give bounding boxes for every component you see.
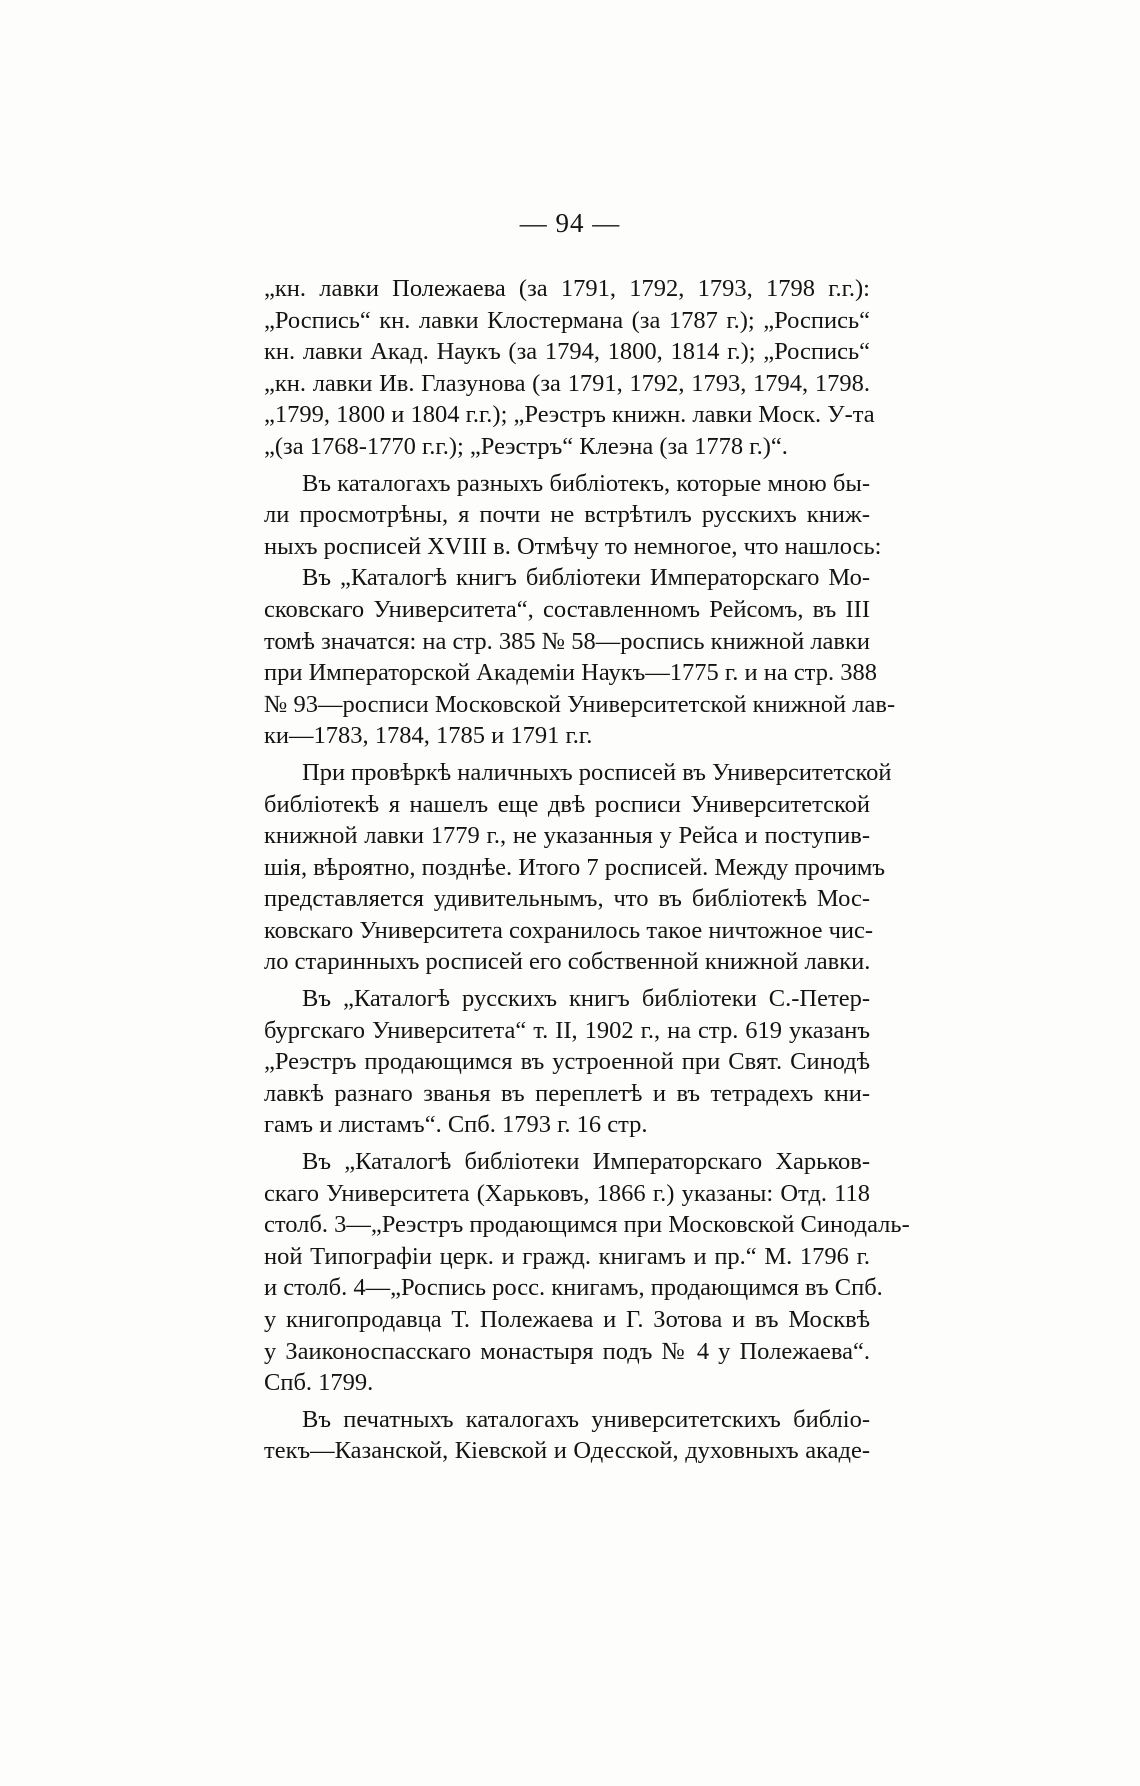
text-line: „кн. лавки Полежаева (за 1791, 1792, 1793, 1798 г.г.):: [264, 275, 870, 302]
text-line: При провѣркѣ наличныхъ росписей въ Университетской: [302, 758, 892, 786]
text-line: шія, вѣроятно, позднѣе. Итого 7 росписей. Между прочимъ: [264, 853, 886, 881]
page-number: — 94 —: [519, 208, 621, 238]
text-line: „Роспись“ кн. лавки Клостермана (за 1787 г.); „Роспись“: [264, 306, 870, 334]
text-line: и столб. 4—„Роспись росс. книгамъ, продающимся въ Спб.: [264, 1274, 883, 1302]
paragraph: [264, 1404, 870, 1467]
paragraph: [264, 468, 882, 563]
text-line: библіотекѣ я нашелъ еще двѣ росписи Университетской: [264, 790, 870, 818]
paragraph: [264, 983, 870, 1141]
text-line: у книгопродавца Т. Полежаева и Г. Зотова и въ Москвѣ: [264, 1306, 870, 1333]
text-line: сковскаго Университета“, составленномъ Рейсомъ, въ III: [264, 595, 870, 623]
text-line: ли просмотрѣны, я почти не встрѣтилъ русскихъ книж-: [264, 501, 870, 529]
text-line: бургскаго Университета“ т. II, 1902 г., на стр. 619 указанъ: [264, 1016, 870, 1044]
text-line: скаго Университета (Харьковъ, 1866 г.) указаны: Отд. 118: [264, 1179, 870, 1207]
text-line: текъ—Казанской, Кіевской и Одесской, духовныхъ акаде-: [264, 1437, 870, 1465]
text-line: ковскаго Университета сохранилось такое ничтожное чис-: [264, 916, 874, 944]
text-line: „кн. лавки Ив. Глазунова (за 1791, 1792, 1793, 1794, 1798.: [264, 369, 870, 397]
text-line: Въ „Каталогѣ библіотеки Императорскаго Харьков-: [302, 1148, 870, 1176]
text-line: представляется удивительнымъ, что въ библіотекѣ Мос-: [264, 885, 870, 913]
text-line: книжной лавки 1779 г., не указанныя у Рейса и поступив-: [264, 822, 870, 850]
text-line: „(за 1768-1770 г.г.); „Реэстръ“ Клеэна (за 1778 г.)“.: [264, 432, 788, 460]
text-line: столб. 3—„Реэстръ продающимся при Московской Синодаль-: [264, 1211, 910, 1239]
text-line: при Императорской Академіи Наукъ—1775 г. и на стр. 388: [264, 659, 877, 687]
text-line: гамъ и листамъ“. Спб. 1793 г. 16 стр.: [264, 1111, 648, 1139]
text-line: кн. лавки Акад. Наукъ (за 1794, 1800, 1814 г.); „Роспись“: [264, 338, 870, 366]
text-line: ло старинныхъ росписей его собственной книжной лавки.: [264, 948, 871, 976]
paragraph: [264, 562, 896, 752]
text-line: Въ „Каталогѣ книгъ библіотеки Императорскаго Мо-: [302, 564, 870, 592]
text-line: Въ каталогахъ разныхъ библіотекъ, которые мною бы-: [302, 469, 870, 497]
text-line: Въ „Каталогѣ русскихъ книгъ библіотеки С.-Петер-: [302, 985, 870, 1013]
body-text: [264, 273, 910, 1467]
paragraph: [264, 1146, 910, 1399]
text-line: у Заиконоспасскаго монастыря подъ № 4 у Полежаева“.: [264, 1337, 870, 1365]
text-line: лавкѣ разнаго званья въ переплетѣ и въ тетрадехъ кни-: [264, 1079, 870, 1107]
paragraph: [264, 273, 875, 463]
paragraph: [264, 757, 892, 978]
text-line: № 93—росписи Московской Университетской книжной лав-: [264, 690, 896, 718]
text-line: Спб. 1799.: [264, 1369, 374, 1397]
text-line: томѣ значатся: на стр. 385 № 58—роспись книжной лавки: [264, 627, 871, 655]
text-line: „Реэстръ продающимся въ устроенной при Свят. Синодѣ: [264, 1048, 870, 1076]
text-line: „1799, 1800 и 1804 г.г.); „Реэстръ книжн. лавки Моск. У-та: [264, 401, 875, 429]
text-line: Въ печатныхъ каталогахъ университетскихъ библіо-: [302, 1405, 870, 1433]
text-line: ки—1783, 1784, 1785 и 1791 г.г.: [264, 722, 593, 750]
text-line: ныхъ росписей XVIII в. Отмѣчу то немногое, что нашлось:: [264, 532, 882, 560]
text-line: ной Типографіи церк. и гражд. книгамъ и пр.“ М. 1796 г.: [264, 1242, 870, 1270]
